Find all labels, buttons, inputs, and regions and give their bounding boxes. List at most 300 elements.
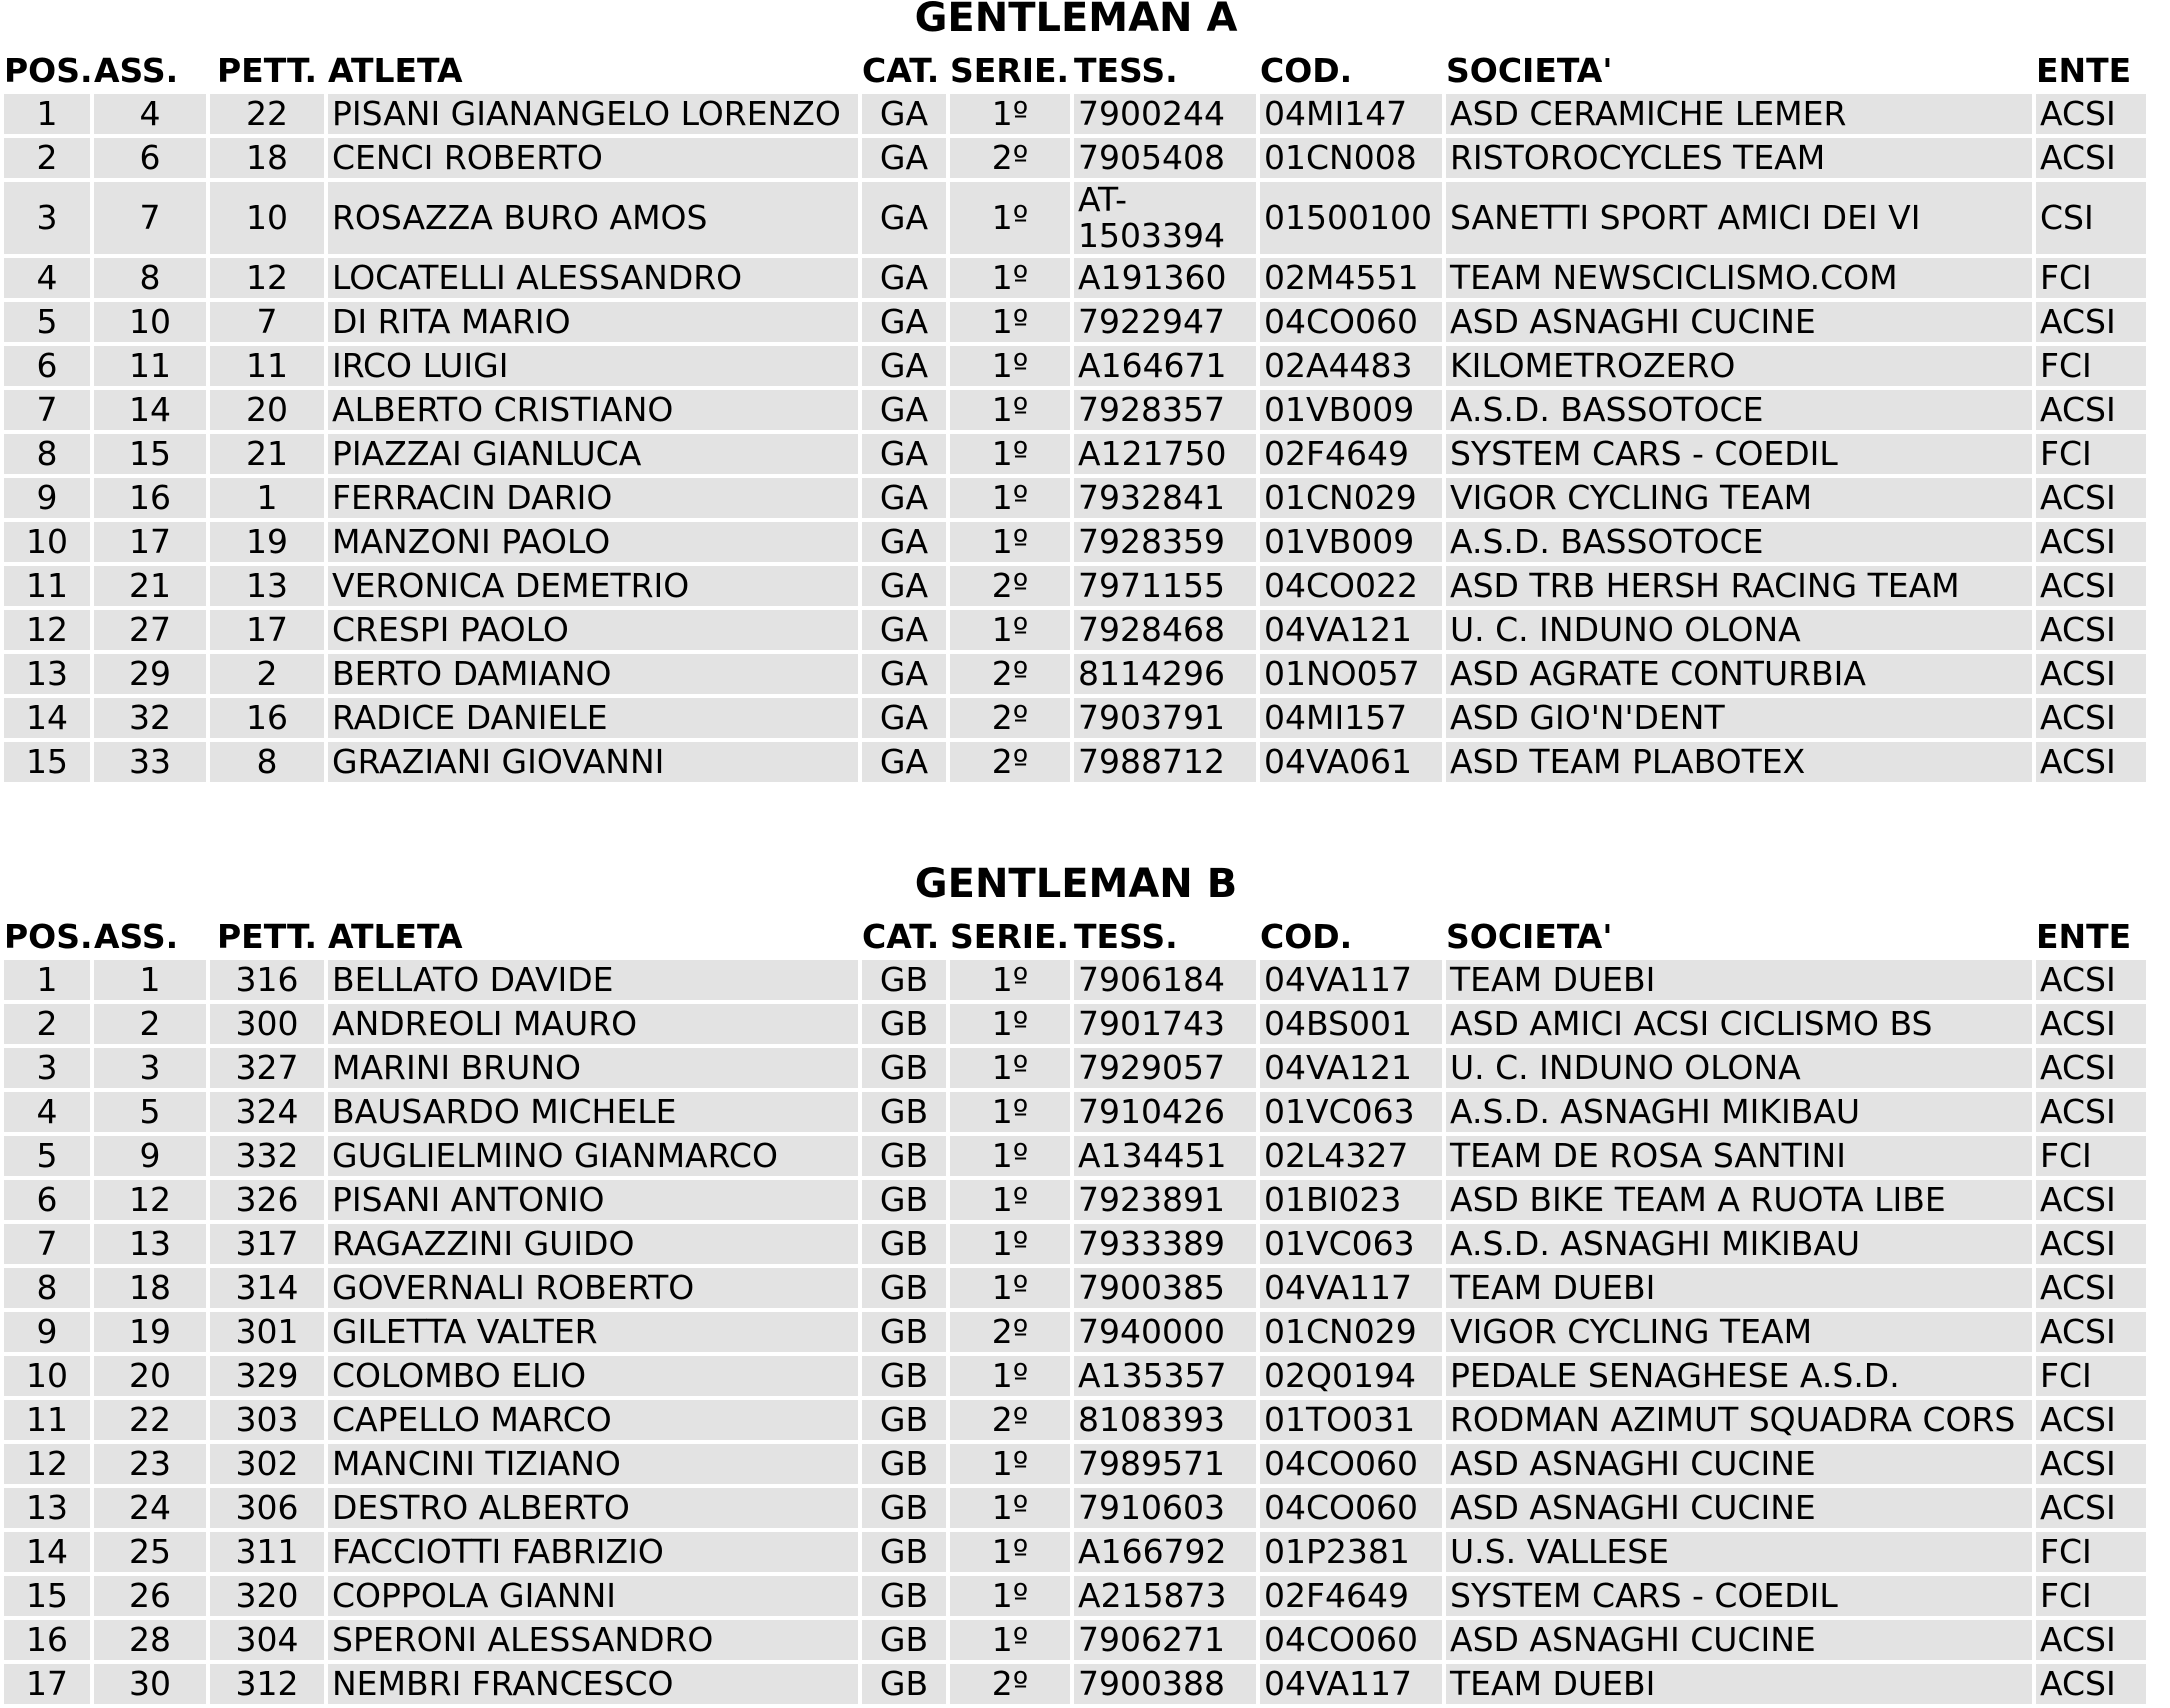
cell-ente: ACSI <box>2036 1400 2146 1440</box>
cell-cat: GA <box>862 346 946 386</box>
cell-cod: 04MI147 <box>1260 94 1442 134</box>
cell-serie: 1º <box>950 434 1070 474</box>
cell-ass: 26 <box>94 1576 206 1616</box>
column-header-atleta: ATLETA <box>328 51 463 90</box>
table-row <box>4 698 2146 738</box>
cell-serie: 1º <box>950 390 1070 430</box>
cell-tess: 7900385 <box>1074 1268 1256 1308</box>
cell-cat: GA <box>862 654 946 694</box>
cell-serie: 1º <box>950 610 1070 650</box>
cell-cod: 01CN029 <box>1260 1312 1442 1352</box>
cell-pos: 14 <box>4 1532 90 1572</box>
column-header-pett: PETT. <box>216 51 318 90</box>
cell-atleta: DESTRO ALBERTO <box>328 1488 858 1528</box>
cell-tess: 7988712 <box>1074 742 1256 782</box>
cell-serie: 1º <box>950 1444 1070 1484</box>
cell-atleta: FERRACIN DARIO <box>328 478 858 518</box>
cell-ente: CSI <box>2036 182 2146 254</box>
cell-societa: ASD CERAMICHE LEMER <box>1446 94 2032 134</box>
cell-atleta: CENCI ROBERTO <box>328 138 858 178</box>
cell-pett: 303 <box>210 1400 324 1440</box>
cell-cat: GA <box>862 522 946 562</box>
cell-societa: ASD ASNAGHI CUCINE <box>1446 1488 2032 1528</box>
cell-pett: 326 <box>210 1180 324 1220</box>
cell-atleta: MARINI BRUNO <box>328 1048 858 1088</box>
cell-ente: ACSI <box>2036 302 2146 342</box>
cell-ente: FCI <box>2036 258 2146 298</box>
column-header-pett: PETT. <box>216 917 318 956</box>
cell-societa: U.S. VALLESE <box>1446 1532 2032 1572</box>
cell-pos: 9 <box>4 1312 90 1352</box>
cell-pett: 327 <box>210 1048 324 1088</box>
cell-ente: ACSI <box>2036 522 2146 562</box>
cell-cod: 01BI023 <box>1260 1180 1442 1220</box>
cell-societa: RODMAN AZIMUT SQUADRA CORS <box>1446 1400 2032 1440</box>
cell-pos: 3 <box>4 182 90 254</box>
column-header-tess: TESS. <box>1074 51 1178 90</box>
cell-serie: 2º <box>950 742 1070 782</box>
table-row <box>4 1092 2146 1132</box>
cell-ente: ACSI <box>2036 1268 2146 1308</box>
cell-cat: GB <box>862 1180 946 1220</box>
cell-cod: 01CN008 <box>1260 138 1442 178</box>
cell-cat: GB <box>862 1664 946 1704</box>
column-header-ass: ASS. <box>94 917 179 956</box>
table-row <box>4 94 2146 134</box>
cell-cat: GB <box>862 1224 946 1264</box>
cell-cod: 02L4327 <box>1260 1136 1442 1176</box>
table-row <box>4 258 2146 298</box>
cell-pos: 6 <box>4 346 90 386</box>
cell-pos: 2 <box>4 138 90 178</box>
cell-atleta: MANCINI TIZIANO <box>328 1444 858 1484</box>
cell-tess: A135357 <box>1074 1356 1256 1396</box>
cell-societa: A.S.D. BASSOTOCE <box>1446 390 2032 430</box>
cell-ass: 20 <box>94 1356 206 1396</box>
cell-ass: 25 <box>94 1532 206 1572</box>
table-row <box>4 302 2146 342</box>
cell-atleta: BELLATO DAVIDE <box>328 960 858 1000</box>
table-row <box>4 1048 2146 1088</box>
table-row <box>4 1444 2146 1484</box>
cell-ente: FCI <box>2036 1576 2146 1616</box>
cell-serie: 1º <box>950 94 1070 134</box>
cell-ente: ACSI <box>2036 1664 2146 1704</box>
cell-ass: 6 <box>94 138 206 178</box>
table-row <box>4 390 2146 430</box>
table-row <box>4 1532 2146 1572</box>
cell-serie: 1º <box>950 1532 1070 1572</box>
table-row <box>4 1136 2146 1176</box>
column-header-serie: SERIE. <box>950 51 1070 90</box>
cell-pos: 13 <box>4 1488 90 1528</box>
cell-cat: GB <box>862 1136 946 1176</box>
cell-societa: A.S.D. ASNAGHI MIKIBAU <box>1446 1224 2032 1264</box>
cell-cod: 01P2381 <box>1260 1532 1442 1572</box>
cell-cat: GA <box>862 182 946 254</box>
cell-serie: 1º <box>950 1488 1070 1528</box>
table-row <box>4 1268 2146 1308</box>
cell-societa: U. C. INDUNO OLONA <box>1446 610 2032 650</box>
cell-tess: A166792 <box>1074 1532 1256 1572</box>
cell-societa: ASD ASNAGHI CUCINE <box>1446 1444 2032 1484</box>
cell-pett: 22 <box>210 94 324 134</box>
cell-atleta: GRAZIANI GIOVANNI <box>328 742 858 782</box>
cell-societa: TEAM NEWSCICLISMO.COM <box>1446 258 2032 298</box>
cell-cod: 01CN029 <box>1260 478 1442 518</box>
cell-tess: 7900244 <box>1074 94 1256 134</box>
cell-societa: A.S.D. ASNAGHI MIKIBAU <box>1446 1092 2032 1132</box>
results-table-gentleman-a <box>0 46 2150 786</box>
cell-tess: 8108393 <box>1074 1400 1256 1440</box>
cell-pett: 332 <box>210 1136 324 1176</box>
cell-atleta: BERTO DAMIANO <box>328 654 858 694</box>
cell-serie: 1º <box>950 960 1070 1000</box>
table-row <box>4 742 2146 782</box>
cell-societa: ASD AGRATE CONTURBIA <box>1446 654 2032 694</box>
cell-pett: 304 <box>210 1620 324 1660</box>
table-row <box>4 610 2146 650</box>
cell-cat: GB <box>862 1048 946 1088</box>
cell-societa: TEAM DE ROSA SANTINI <box>1446 1136 2032 1176</box>
cell-pett: 18 <box>210 138 324 178</box>
cell-atleta: RAGAZZINI GUIDO <box>328 1224 858 1264</box>
cell-cat: GA <box>862 302 946 342</box>
table-row <box>4 182 2146 254</box>
table-row <box>4 478 2146 518</box>
cell-pett: 329 <box>210 1356 324 1396</box>
table-row <box>4 1488 2146 1528</box>
cell-ass: 28 <box>94 1620 206 1660</box>
cell-pett: 302 <box>210 1444 324 1484</box>
cell-atleta: COPPOLA GIANNI <box>328 1576 858 1616</box>
cell-societa: TEAM DUEBI <box>1446 960 2032 1000</box>
cell-cod: 01VB009 <box>1260 390 1442 430</box>
cell-pos: 15 <box>4 742 90 782</box>
cell-societa: ASD TEAM PLABOTEX <box>1446 742 2032 782</box>
cell-serie: 1º <box>950 1620 1070 1660</box>
cell-cat: GA <box>862 742 946 782</box>
cell-atleta: ANDREOLI MAURO <box>328 1004 858 1044</box>
cell-societa: ASD BIKE TEAM A RUOTA LIBE <box>1446 1180 2032 1220</box>
cell-serie: 1º <box>950 346 1070 386</box>
cell-societa: VIGOR CYCLING TEAM <box>1446 478 2032 518</box>
cell-serie: 1º <box>950 1004 1070 1044</box>
cell-pett: 311 <box>210 1532 324 1572</box>
cell-ass: 32 <box>94 698 206 738</box>
cell-societa: PEDALE SENAGHESE A.S.D. <box>1446 1356 2032 1396</box>
table-row <box>4 1576 2146 1616</box>
cell-cod: 01500100 <box>1260 182 1442 254</box>
cell-tess: A164671 <box>1074 346 1256 386</box>
cell-cat: GB <box>862 960 946 1000</box>
cell-ass: 3 <box>94 1048 206 1088</box>
cell-ente: FCI <box>2036 1356 2146 1396</box>
cell-atleta: GILETTA VALTER <box>328 1312 858 1352</box>
cell-societa: VIGOR CYCLING TEAM <box>1446 1312 2032 1352</box>
cell-pett: 19 <box>210 522 324 562</box>
cell-pos: 14 <box>4 698 90 738</box>
cell-ente: FCI <box>2036 1532 2146 1572</box>
cell-pett: 10 <box>210 182 324 254</box>
cell-serie: 2º <box>950 1400 1070 1440</box>
cell-pos: 4 <box>4 258 90 298</box>
cell-ass: 19 <box>94 1312 206 1352</box>
cell-serie: 2º <box>950 1664 1070 1704</box>
cell-atleta: SPERONI ALESSANDRO <box>328 1620 858 1660</box>
cell-tess: 7971155 <box>1074 566 1256 606</box>
cell-ass: 11 <box>94 346 206 386</box>
cell-pos: 13 <box>4 654 90 694</box>
cell-cat: GA <box>862 390 946 430</box>
cell-serie: 1º <box>950 1268 1070 1308</box>
cell-ente: ACSI <box>2036 138 2146 178</box>
cell-cat: GB <box>862 1532 946 1572</box>
cell-serie: 1º <box>950 1092 1070 1132</box>
cell-pos: 9 <box>4 478 90 518</box>
cell-cat: GB <box>862 1268 946 1308</box>
cell-ente: ACSI <box>2036 1444 2146 1484</box>
cell-cod: 04VA121 <box>1260 1048 1442 1088</box>
cell-cat: GB <box>862 1004 946 1044</box>
table-row <box>4 346 2146 386</box>
table-row <box>4 1400 2146 1440</box>
column-header-serie: SERIE. <box>950 917 1070 956</box>
cell-societa: ASD ASNAGHI CUCINE <box>1446 302 2032 342</box>
cell-societa: KILOMETROZERO <box>1446 346 2032 386</box>
cell-tess: 7906184 <box>1074 960 1256 1000</box>
cell-cod: 02F4649 <box>1260 434 1442 474</box>
table-row <box>4 1312 2146 1352</box>
cell-pos: 15 <box>4 1576 90 1616</box>
cell-ass: 16 <box>94 478 206 518</box>
cell-atleta: DI RITA MARIO <box>328 302 858 342</box>
cell-pett: 8 <box>210 742 324 782</box>
cell-ente: ACSI <box>2036 94 2146 134</box>
cell-atleta: BAUSARDO MICHELE <box>328 1092 858 1132</box>
cell-tess: AT-1503394 <box>1074 182 1256 254</box>
column-header-societa: SOCIETA' <box>1446 917 1613 956</box>
cell-serie: 2º <box>950 1312 1070 1352</box>
cell-ass: 18 <box>94 1268 206 1308</box>
column-header-ass: ASS. <box>94 51 179 90</box>
cell-tess: A215873 <box>1074 1576 1256 1616</box>
cell-ente: ACSI <box>2036 1180 2146 1220</box>
column-header-cod: COD. <box>1260 917 1353 956</box>
cell-ass: 9 <box>94 1136 206 1176</box>
cell-serie: 1º <box>950 1356 1070 1396</box>
cell-ass: 27 <box>94 610 206 650</box>
cell-tess: 7901743 <box>1074 1004 1256 1044</box>
cell-atleta: FACCIOTTI FABRIZIO <box>328 1532 858 1572</box>
table-row <box>4 960 2146 1000</box>
cell-cat: GA <box>862 698 946 738</box>
cell-ass: 21 <box>94 566 206 606</box>
cell-cat: GB <box>862 1620 946 1660</box>
cell-ente: ACSI <box>2036 566 2146 606</box>
cell-ente: FCI <box>2036 434 2146 474</box>
cell-pett: 21 <box>210 434 324 474</box>
cell-pett: 301 <box>210 1312 324 1352</box>
cell-tess: A191360 <box>1074 258 1256 298</box>
cell-cod: 02A4483 <box>1260 346 1442 386</box>
table-row <box>4 138 2146 178</box>
cell-societa: ASD AMICI ACSI CICLISMO BS <box>1446 1004 2032 1044</box>
column-header-ente: ENTE <box>2036 51 2132 90</box>
cell-cod: 04BS001 <box>1260 1004 1442 1044</box>
cell-ass: 10 <box>94 302 206 342</box>
table-row <box>4 522 2146 562</box>
cell-cat: GB <box>862 1400 946 1440</box>
cell-pett: 314 <box>210 1268 324 1308</box>
cell-cod: 01VB009 <box>1260 522 1442 562</box>
cell-cat: GA <box>862 94 946 134</box>
cell-pos: 4 <box>4 1092 90 1132</box>
cell-atleta: CAPELLO MARCO <box>328 1400 858 1440</box>
cell-ass: 2 <box>94 1004 206 1044</box>
column-header-cat: CAT. <box>862 917 940 956</box>
cell-cat: GB <box>862 1312 946 1352</box>
cell-atleta: LOCATELLI ALESSANDRO <box>328 258 858 298</box>
cell-pett: 300 <box>210 1004 324 1044</box>
cell-societa: RISTOROCYCLES TEAM <box>1446 138 2032 178</box>
section-title-gentleman-a: GENTLEMAN A <box>914 0 1238 41</box>
cell-tess: 7940000 <box>1074 1312 1256 1352</box>
cell-pos: 12 <box>4 1444 90 1484</box>
cell-ass: 8 <box>94 258 206 298</box>
cell-pos: 10 <box>4 1356 90 1396</box>
cell-ass: 23 <box>94 1444 206 1484</box>
cell-societa: ASD TRB HERSH RACING TEAM <box>1446 566 2032 606</box>
cell-pett: 7 <box>210 302 324 342</box>
cell-cod: 02M4551 <box>1260 258 1442 298</box>
table-row <box>4 1620 2146 1660</box>
cell-cat: GA <box>862 478 946 518</box>
table-row <box>4 1356 2146 1396</box>
cell-cod: 01VC063 <box>1260 1224 1442 1264</box>
header-row <box>4 50 2146 90</box>
cell-cat: GB <box>862 1092 946 1132</box>
cell-atleta: MANZONI PAOLO <box>328 522 858 562</box>
cell-ass: 12 <box>94 1180 206 1220</box>
cell-pos: 11 <box>4 1400 90 1440</box>
column-header-tess: TESS. <box>1074 917 1178 956</box>
cell-pos: 7 <box>4 1224 90 1264</box>
cell-ente: ACSI <box>2036 610 2146 650</box>
cell-serie: 2º <box>950 698 1070 738</box>
cell-cod: 02F4649 <box>1260 1576 1442 1616</box>
table-row <box>4 1664 2146 1704</box>
cell-pett: 316 <box>210 960 324 1000</box>
cell-pos: 11 <box>4 566 90 606</box>
cell-atleta: ALBERTO CRISTIANO <box>328 390 858 430</box>
cell-pos: 3 <box>4 1048 90 1088</box>
cell-serie: 1º <box>950 1180 1070 1220</box>
cell-ass: 24 <box>94 1488 206 1528</box>
cell-tess: 7910603 <box>1074 1488 1256 1528</box>
cell-tess: A121750 <box>1074 434 1256 474</box>
cell-ass: 13 <box>94 1224 206 1264</box>
cell-pett: 20 <box>210 390 324 430</box>
cell-societa: U. C. INDUNO OLONA <box>1446 1048 2032 1088</box>
cell-tess: 7922947 <box>1074 302 1256 342</box>
cell-pos: 1 <box>4 960 90 1000</box>
cell-ente: ACSI <box>2036 698 2146 738</box>
cell-ente: FCI <box>2036 346 2146 386</box>
column-header-ente: ENTE <box>2036 917 2132 956</box>
cell-ente: ACSI <box>2036 390 2146 430</box>
cell-serie: 1º <box>950 1576 1070 1616</box>
cell-ass: 30 <box>94 1664 206 1704</box>
cell-serie: 1º <box>950 1048 1070 1088</box>
table-row <box>4 1224 2146 1264</box>
cell-tess: 7910426 <box>1074 1092 1256 1132</box>
cell-cod: 04CO022 <box>1260 566 1442 606</box>
cell-cod: 04VA061 <box>1260 742 1442 782</box>
cell-atleta: NEMBRI FRANCESCO <box>328 1664 858 1704</box>
cell-ente: ACSI <box>2036 654 2146 694</box>
cell-atleta: PIAZZAI GIANLUCA <box>328 434 858 474</box>
cell-pett: 17 <box>210 610 324 650</box>
cell-ente: ACSI <box>2036 1312 2146 1352</box>
cell-atleta: VERONICA DEMETRIO <box>328 566 858 606</box>
cell-tess: 7929057 <box>1074 1048 1256 1088</box>
cell-cod: 01TO031 <box>1260 1400 1442 1440</box>
cell-pos: 8 <box>4 434 90 474</box>
cell-tess: 7900388 <box>1074 1664 1256 1704</box>
cell-societa: SANETTI SPORT AMICI DEI VI <box>1446 182 2032 254</box>
cell-ass: 4 <box>94 94 206 134</box>
cell-tess: A134451 <box>1074 1136 1256 1176</box>
table-row <box>4 1180 2146 1220</box>
column-header-atleta: ATLETA <box>328 917 463 956</box>
cell-ass: 7 <box>94 182 206 254</box>
cell-ass: 5 <box>94 1092 206 1132</box>
cell-pett: 324 <box>210 1092 324 1132</box>
cell-ass: 14 <box>94 390 206 430</box>
cell-serie: 2º <box>950 138 1070 178</box>
cell-cat: GB <box>862 1356 946 1396</box>
cell-pos: 6 <box>4 1180 90 1220</box>
cell-tess: 7923891 <box>1074 1180 1256 1220</box>
cell-cat: GA <box>862 434 946 474</box>
cell-tess: 7903791 <box>1074 698 1256 738</box>
cell-atleta: PISANI ANTONIO <box>328 1180 858 1220</box>
cell-cod: 04CO060 <box>1260 302 1442 342</box>
table-row <box>4 1004 2146 1044</box>
cell-serie: 2º <box>950 566 1070 606</box>
cell-cod: 04CO060 <box>1260 1620 1442 1660</box>
cell-cod: 04CO060 <box>1260 1488 1442 1528</box>
cell-pos: 16 <box>4 1620 90 1660</box>
column-header-cod: COD. <box>1260 51 1353 90</box>
cell-cod: 04VA117 <box>1260 1268 1442 1308</box>
cell-pos: 10 <box>4 522 90 562</box>
cell-tess: 7905408 <box>1074 138 1256 178</box>
column-header-pos: POS. <box>4 51 93 90</box>
cell-pett: 317 <box>210 1224 324 1264</box>
cell-serie: 1º <box>950 302 1070 342</box>
cell-cat: GA <box>862 610 946 650</box>
cell-atleta: COLOMBO ELIO <box>328 1356 858 1396</box>
cell-cat: GA <box>862 258 946 298</box>
cell-atleta: GOVERNALI ROBERTO <box>328 1268 858 1308</box>
cell-cat: GB <box>862 1444 946 1484</box>
cell-tess: 7906271 <box>1074 1620 1256 1660</box>
cell-tess: 7933389 <box>1074 1224 1256 1264</box>
cell-ass: 1 <box>94 960 206 1000</box>
cell-pos: 5 <box>4 1136 90 1176</box>
